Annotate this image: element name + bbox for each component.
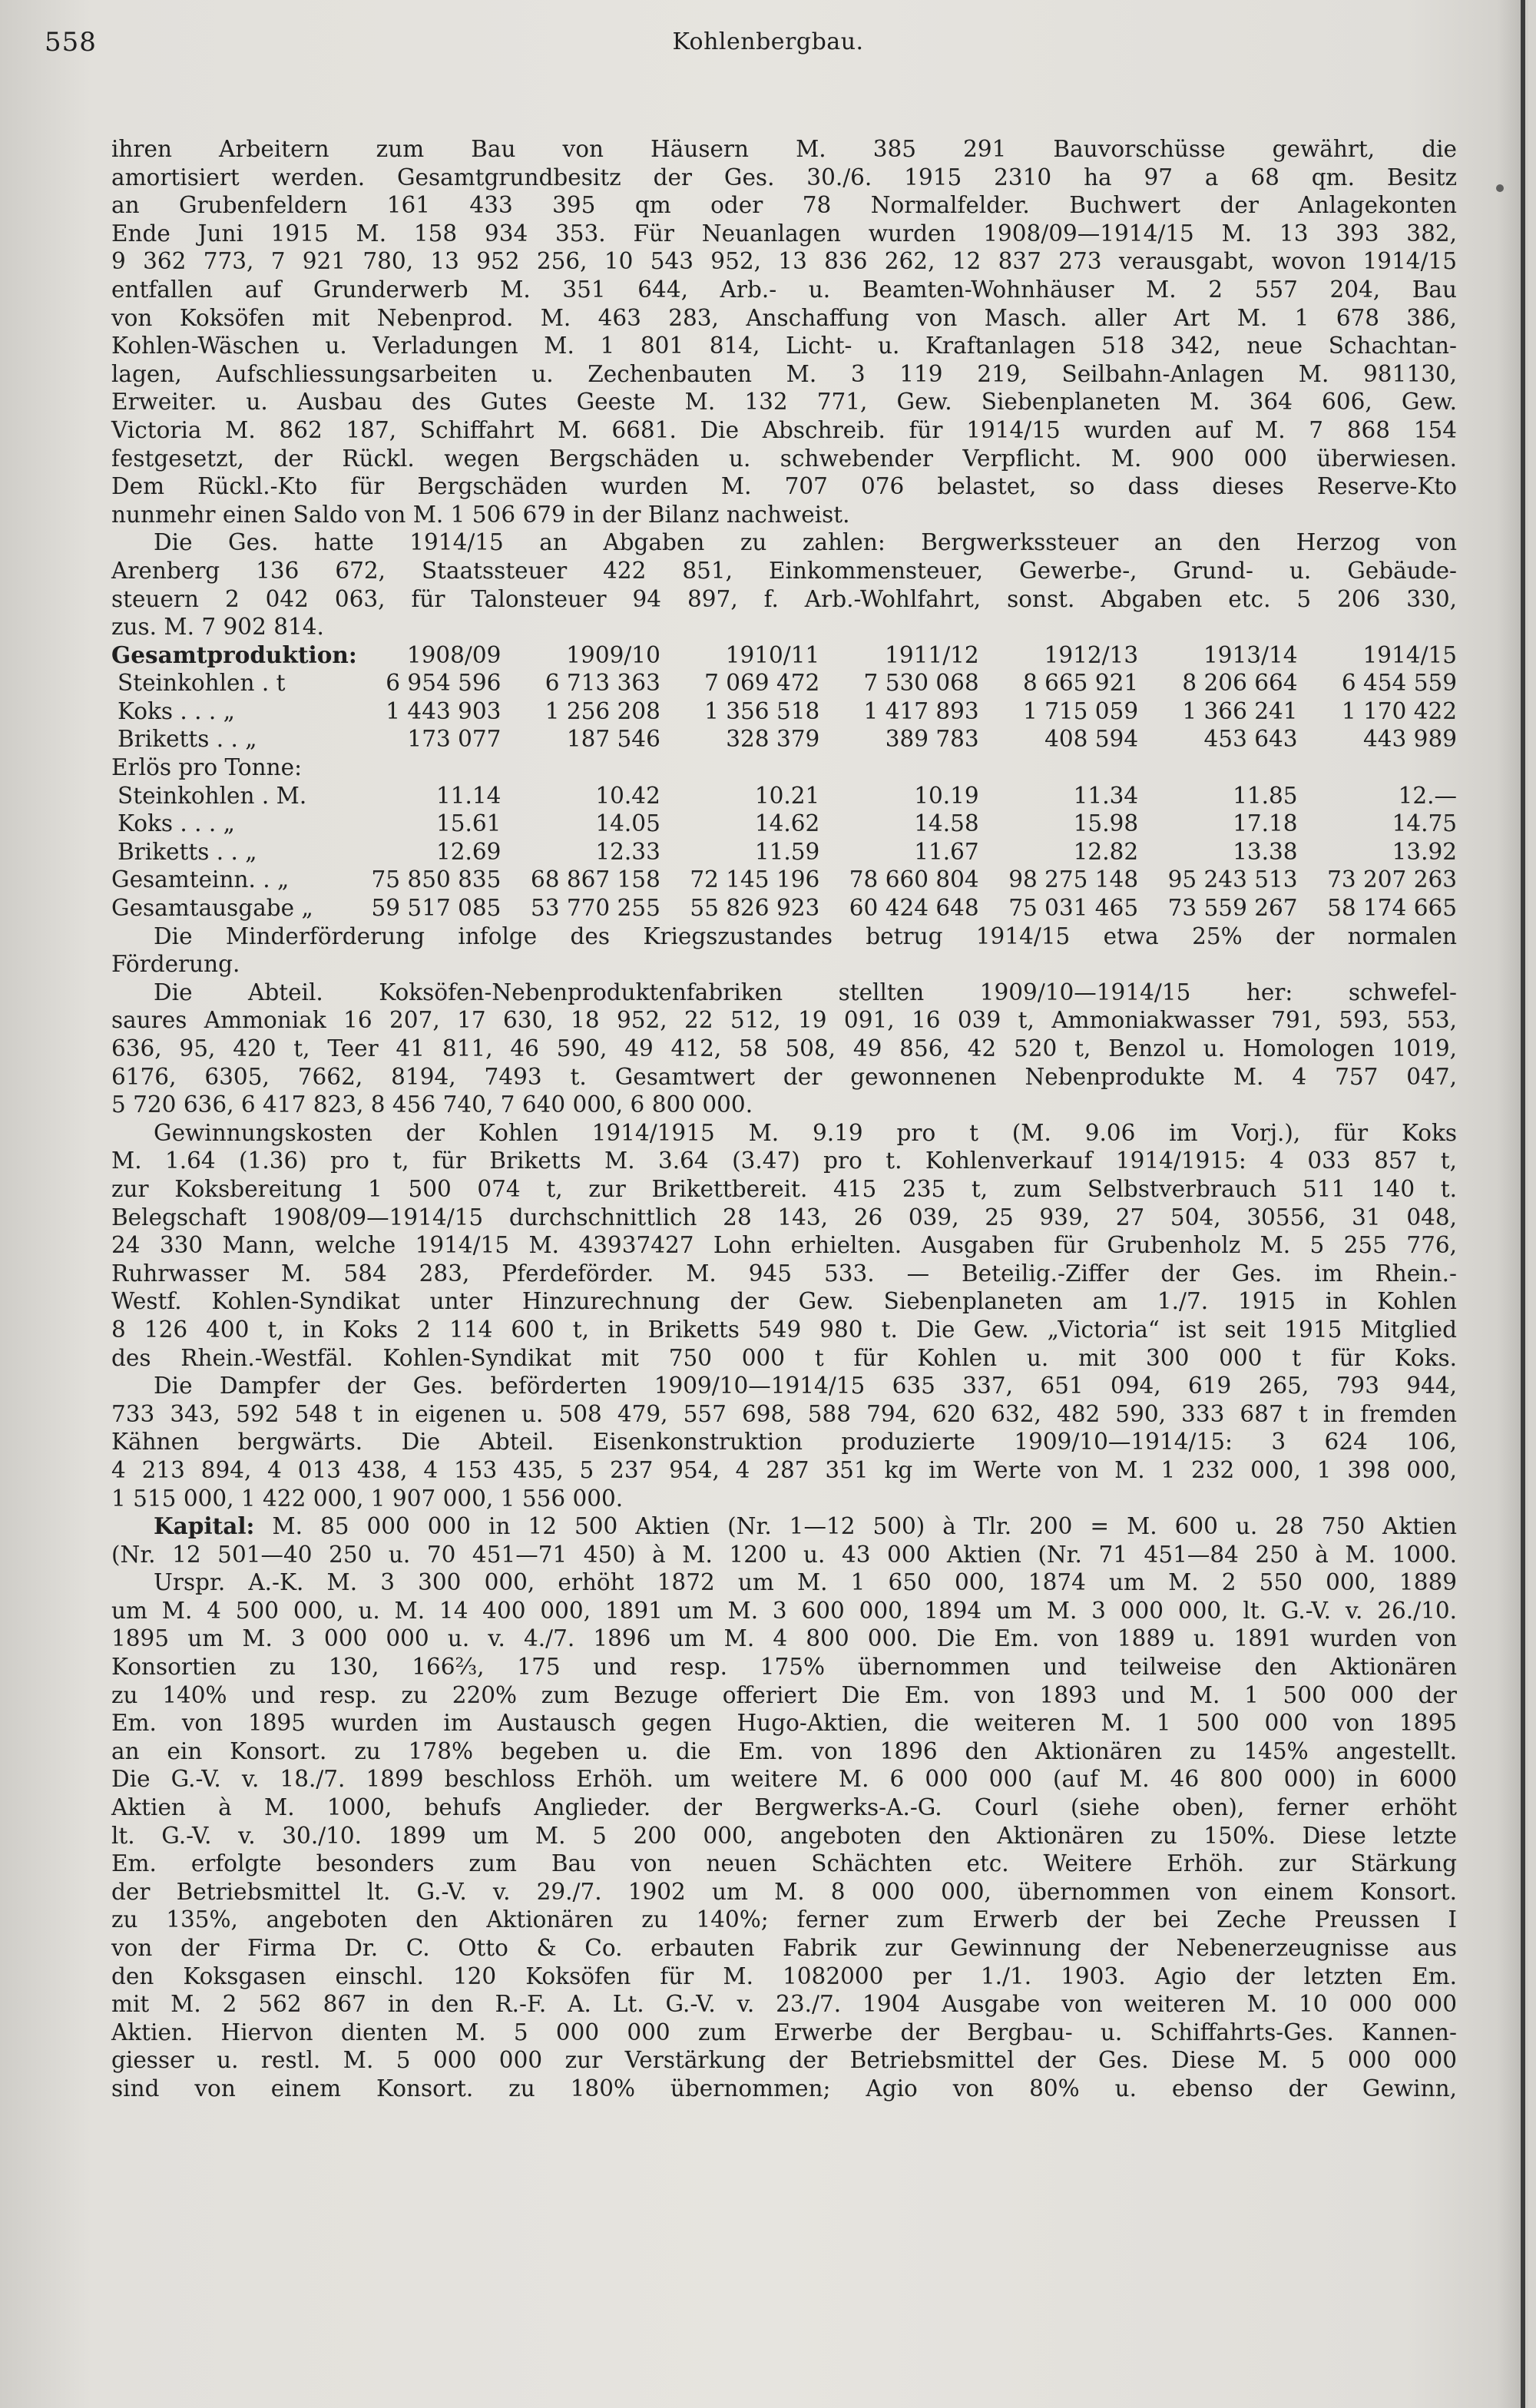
text-line: steuern 2 042 063, für Talonsteuer 94 897, f. Arb.-Wohlfahrt, sonst. Abgaben etc. 5 206 330, [111,585,1457,612]
text-line: ihren Arbeitern zum Bau von Häusern M. 385 291 Bauvorschüsse gewährt, die [111,136,1457,162]
text-line: entfallen auf Grunderwerb M. 351 644, Arb.- u. Beamten-Wohnhäuser M. 2 557 204, Bau [111,276,1457,303]
row-label: Koks . . . „ [118,810,235,837]
body-text [111,135,1457,2103]
table-cell: 1 443 903 [386,697,502,724]
table-subheader-row [111,754,1457,782]
text-line: Die Abteil. Koksöfen-Nebenproduktenfabriken stellten 1909/10—1914/15 her: schwefel- [154,979,1457,1005]
text-line: um M. 4 500 000, u. M. 14 400 000, 1891 um M. 3 600 000, 1894 um M. 3 000 000, lt. G.-V. v. 26./10. [111,1597,1457,1624]
table-cell: 12.— [1398,782,1457,809]
text-line: Dem Rückl.-Kto für Bergschäden wurden M. 707 076 belastet, so dass dieses Reserve-Kto [111,473,1457,500]
table-cell: 1 356 518 [704,697,820,724]
table-cell: 8 206 664 [1182,670,1298,697]
table-cell: 58 174 665 [1327,895,1457,922]
year-header: 1913/14 [1203,641,1298,668]
text-line: lt. G.-V. v. 30./10. 1899 um M. 5 200 000, angeboten den Aktionären zu 150%. Diese letzte [111,1822,1457,1849]
text-line: Die Ges. hatte 1914/15 an Abgaben zu zahlen: Bergwerkssteuer an den Herzog von [154,529,1457,556]
text-line: Ruhrwasser M. 584 283, Pferdeförder. M. 945 533. — Beteilig.-Ziffer der Ges. im Rhein.- [111,1260,1457,1287]
row-label: Briketts . . „ [118,726,257,753]
table-cell: 13.38 [1233,838,1298,865]
page-edge [1521,0,1525,2408]
row-label: Steinkohlen . t [118,670,286,697]
text-line: Kohlen-Wäschen u. Verladungen M. 1 801 814, Licht- u. Kraftanlagen 518 342, neue Schachtan- [111,333,1457,359]
text-line: sind von einem Konsort. zu 180% übernommen; Agio von 80% u. ebenso der Gewinn, [111,2075,1457,2102]
text-line: saures Ammoniak 16 207, 17 630, 18 952, 22 512, 19 091, 16 039 t, Ammoniakwasser 791, 593, 553, [111,1007,1457,1034]
text-line: Aktien à M. 1000, behufs Anglieder. der Bergwerks-A.-G. Courl (siehe oben), ferner erhöht [111,1794,1457,1821]
kapital-first-line [111,1512,1457,1541]
text-line: zus. M. 7 902 814. [111,614,324,641]
table-cell: 1 256 208 [545,697,660,724]
text-line: Die Minderförderung infolge des Kriegszustandes betrug 1914/15 etwa 25% der normalen [154,922,1457,949]
table-cell: 12.82 [1073,838,1139,865]
year-header: 1910/11 [725,641,820,668]
table-cell: 10.21 [754,782,820,809]
table-cell: 443 989 [1363,726,1457,753]
table-cell: 8 665 921 [1022,670,1139,697]
text-line: lagen, Aufschliessungsarbeiten u. Zechenbauten M. 3 119 219, Seilbahn-Anlagen M. 981130, [111,360,1457,387]
text-line: an ein Konsort. zu 178% begeben u. die Em. von 1896 den Aktionären zu 145% angestellt. [111,1737,1457,1764]
table-cell: 453 643 [1203,726,1298,753]
text-line: zu 135%, angeboten den Aktionären zu 140%; ferner zum Erwerb der bei Zeche Preussen I [111,1906,1457,1933]
table-header-row [111,641,1457,670]
table-cell: 15.61 [435,810,502,837]
text-line: Erweiter. u. Ausbau des Gutes Geeste M. 132 771, Gew. Siebenplaneten M. 364 606, Gew. [111,389,1457,416]
table-cell: 78 660 804 [849,866,979,893]
table-cell: 13.92 [1392,838,1457,865]
table-row [111,697,1457,726]
row-label: Briketts . . „ [118,838,257,865]
row-label: Gesamtausgabe „ [111,895,313,922]
table-cell: 53 770 255 [530,895,660,922]
table-cell: 14.58 [914,810,979,837]
text-line: Victoria M. 862 187, Schiffahrt M. 6681. Die Abschreib. für 1914/15 wurden auf M. 7 868 154 [111,416,1457,443]
table-cell: 14.75 [1392,810,1457,837]
row-label: Koks . . . „ [118,697,235,724]
table-cell: 173 077 [407,726,502,753]
text-line: amortisiert werden. Gesamtgrundbesitz der Ges. 30./6. 1915 2310 ha 97 a 68 qm. Besitz [111,164,1457,190]
table-cell: 55 826 923 [690,895,820,922]
row-label: Steinkohlen . M. [118,782,307,809]
text-line: zur Koksbereitung 1 500 074 t, zur Brikettbereit. 415 235 t, zum Selbstverbrauch 511 140 t. [111,1175,1457,1202]
table-cell: 7 530 068 [863,670,979,697]
table-row [111,669,1457,697]
text-line: von der Firma Dr. C. Otto & Co. erbauten Fabrik zur Gewinnung der Nebenerzeugnisse aus [111,1935,1457,1961]
text-line: mit M. 2 562 867 in den R.-F. A. Lt. G.-V. v. 23./7. 1904 Ausgabe von weiteren M. 10 000 000 [111,1991,1457,2018]
table-cell: 1 715 059 [1022,697,1139,724]
table-cell: 389 783 [885,726,979,753]
text-line: 636, 95, 420 t, Teer 41 811, 46 590, 49 412, 58 508, 49 856, 42 520 t, Benzol u. Homologen 1019, [111,1035,1457,1062]
ink-blot [1496,184,1504,192]
year-header: 1914/15 [1362,641,1457,668]
year-header: 1911/12 [885,641,979,668]
text-line: Die G.-V. v. 18./7. 1899 beschloss Erhöh. um weitere M. 6 000 000 (auf M. 46 800 000) in 6000 [111,1766,1457,1793]
table-row [111,838,1457,866]
table-cell: 1 170 422 [1341,697,1457,724]
text-line: Gewinnungskosten der Kohlen 1914/1915 M. 9.19 pro t (M. 9.06 im Vorj.), für Koks [154,1119,1457,1146]
table-cell: 10.19 [914,782,979,809]
table-cell: 17.18 [1233,810,1298,837]
text-line: Kähnen bergwärts. Die Abteil. Eisenkonstruktion produzierte 1909/10—1914/15: 3 624 106, [111,1429,1457,1456]
revenue-title: Erlös pro Tonne: [111,754,303,781]
table-cell: 11.14 [435,782,502,809]
page-number: 558 [45,27,97,58]
text-line: 1 515 000, 1 422 000, 1 907 000, 1 556 000. [111,1485,624,1512]
year-header: 1908/09 [406,641,502,668]
text-line: festgesetzt, der Rückl. wegen Bergschäden u. schwebender Verpflicht. M. 900 000 überwiesen. [111,445,1457,472]
table-cell: 15.98 [1073,810,1139,837]
table-cell: 75 031 465 [1008,895,1139,922]
table-row [111,810,1457,838]
text-line: an Grubenfeldern 161 433 395 qm oder 78 Normalfelder. Buchwert der Anlagekonten [111,192,1457,219]
text-line: Arenberg 136 672, Staatssteuer 422 851, Einkommensteuer, Gewerbe-, Grund- u. Gebäude- [111,557,1457,584]
table-cell: 73 207 263 [1327,866,1457,893]
table-cell: 1 417 893 [863,697,979,724]
text-line: Belegschaft 1908/09—1914/15 durchschnittlich 28 143, 26 039, 25 939, 27 504, 30556, 31 048, [111,1204,1457,1230]
text-line: Konsortien zu 130, 166⅔, 175 und resp. 175% übernommen und teilweise den Aktionären [111,1654,1457,1681]
text-line: Die Dampfer der Ges. beförderten 1909/10—1914/15 635 337, 651 094, 619 265, 793 944, [154,1373,1457,1399]
text-line: 1895 um M. 3 000 000 u. v. 4./7. 1896 um M. 4 800 000. Die Em. von 1889 u. 1891 wurden von [111,1625,1457,1652]
table-cell: 1 366 241 [1182,697,1298,724]
table-cell: 59 517 085 [371,895,502,922]
text-line: der Betriebsmittel lt. G.-V. v. 29./7. 1902 um M. 8 000 000, übernommen von einem Konsort. [111,1878,1457,1905]
text-line: nunmehr einen Saldo von M. 1 506 679 in der Bilanz nachweist. [111,501,850,528]
text-line: des Rhein.-Westfäl. Kohlen-Syndikat mit 750 000 t für Kohlen u. mit 300 000 t für Koks. [111,1344,1457,1371]
year-header: 1909/10 [566,641,660,668]
production-table [111,641,1457,922]
text-line: 4 213 894, 4 013 438, 4 153 435, 5 237 954, 4 287 351 kg im Werte von M. 1 232 000, 1 398 000, [111,1456,1457,1483]
text-line: den Koksgasen einschl. 120 Koksöfen für M. 1082000 per 1./1. 1903. Agio der letzten Em. [111,1963,1457,1989]
table-cell: 12.69 [435,838,502,865]
table-cell: 75 850 835 [371,866,502,893]
paragraph-block-assets-taxes [111,135,1457,641]
kapital-first-line-text: M. 85 000 000 in 12 500 Aktien (Nr. 1—12 500) à Tlr. 200 = M. 600 u. 28 750 Aktien [272,1513,1457,1540]
table-cell: 12.33 [595,838,660,865]
text-line: 6176, 6305, 7662, 8194, 7493 t. Gesamtwert der gewonnenen Nebenprodukte M. 4 757 047, [111,1063,1457,1090]
text-line: von Koksöfen mit Nebenprod. M. 463 283, Anschaffung von Masch. aller Art M. 1 678 386, [111,304,1457,331]
text-line: (Nr. 12 501—40 250 u. 70 451—71 450) à M. 1200 u. 43 000 Aktien (Nr. 71 451—84 250 à M. 1000. [111,1541,1457,1568]
text-line: Ende Juni 1915 M. 158 934 353. Für Neuanlagen wurden 1908/09—1914/15 M. 13 393 382, [111,220,1457,247]
kapital-section [111,1512,1457,2102]
table-cell: 10.42 [595,782,660,809]
table-cell: 72 145 196 [690,866,820,893]
table-cell: 11.34 [1073,782,1139,809]
table-cell: 11.59 [754,838,820,865]
table-cell: 14.62 [754,810,820,837]
table-cell: 68 867 158 [530,866,660,893]
table-cell: 408 594 [1044,726,1139,753]
table-row [111,894,1457,922]
text-line: Aktien. Hiervon dienten M. 5 000 000 zum Erwerbe der Bergbau- u. Schiffahrts-Ges. Kannen- [111,2019,1457,2045]
row-label: Gesamteinn. . „ [111,866,290,893]
table-cell: 60 424 648 [849,895,979,922]
table-cell: 14.05 [595,810,660,837]
table-cell: 7 069 472 [704,670,820,697]
table-row [111,725,1457,754]
text-line: 8 126 400 t, in Koks 2 114 600 t, in Briketts 549 980 t. Die Gew. „Victoria“ ist seit 1915 Mitglied [111,1316,1457,1343]
text-line: Urspr. A.-K. M. 3 300 000, erhöht 1872 um M. 1 650 000, 1874 um M. 2 550 000, 1889 [154,1569,1457,1596]
running-head: Kohlenbergbau. [672,28,864,55]
text-line: giesser u. restl. M. 5 000 000 zur Verstärkung der Betriebsmittel der Ges. Diese M. 5 000 000 [111,2047,1457,2074]
year-header: 1912/13 [1044,641,1139,668]
text-line: zu 140% und resp. zu 220% zum Bezuge offeriert Die Em. von 1893 und M. 1 500 000 der [111,1681,1457,1708]
table-cell: 95 243 513 [1167,866,1298,893]
table-title: Gesamtproduktion: [111,641,357,668]
table-cell: 11.67 [914,838,979,865]
text-line: 9 362 773, 7 921 780, 13 952 256, 10 543 952, 13 836 262, 12 837 273 verausgabt, wovon 1914/15 [111,248,1457,275]
table-cell: 328 379 [726,726,820,753]
table-cell: 6 713 363 [545,670,660,697]
text-line: 733 343, 592 548 t in eigenen u. 508 479, 557 698, 588 794, 620 632, 482 590, 333 687 t in fremden [111,1400,1457,1427]
page-gutter-shadow [1498,0,1521,2408]
table-cell: 6 454 559 [1341,670,1457,697]
kapital-lines [111,1541,1457,2103]
table-cell: 11.85 [1233,782,1298,809]
table-cell: 73 559 267 [1167,895,1298,922]
text-line: Westf. Kohlen-Syndikat unter Hinzurechnung der Gew. Siebenplaneten am 1./7. 1915 in Kohlen [111,1288,1457,1315]
table-row [111,782,1457,810]
table-row [111,866,1457,894]
table-cell: 6 954 596 [386,670,502,697]
text-line: 24 330 Mann, welche 1914/15 M. 43937427 Lohn erhielten. Ausgaben für Grubenholz M. 5 255 776, [111,1232,1457,1259]
paragraph-block-operations [111,922,1457,1512]
text-line: M. 1.64 (1.36) pro t, für Briketts M. 3.64 (3.47) pro t. Kohlenverkauf 1914/1915: 4 033 857 t, [111,1148,1457,1174]
table-cell: 98 275 148 [1008,866,1139,893]
text-line: Em. von 1895 wurden im Austausch gegen Hugo-Aktien, die weiteren M. 1 500 000 von 1895 [111,1710,1457,1737]
table-cell: 187 546 [566,726,660,753]
text-line: 5 720 636, 6 417 823, 8 456 740, 7 640 000, 6 800 000. [111,1091,753,1118]
text-line: Förderung. [111,951,240,978]
text-line: Em. erfolgte besonders zum Bau von neuen Schächten etc. Weitere Erhöh. zur Stärkung [111,1850,1457,1877]
kapital-label: Kapital: [154,1512,255,1540]
